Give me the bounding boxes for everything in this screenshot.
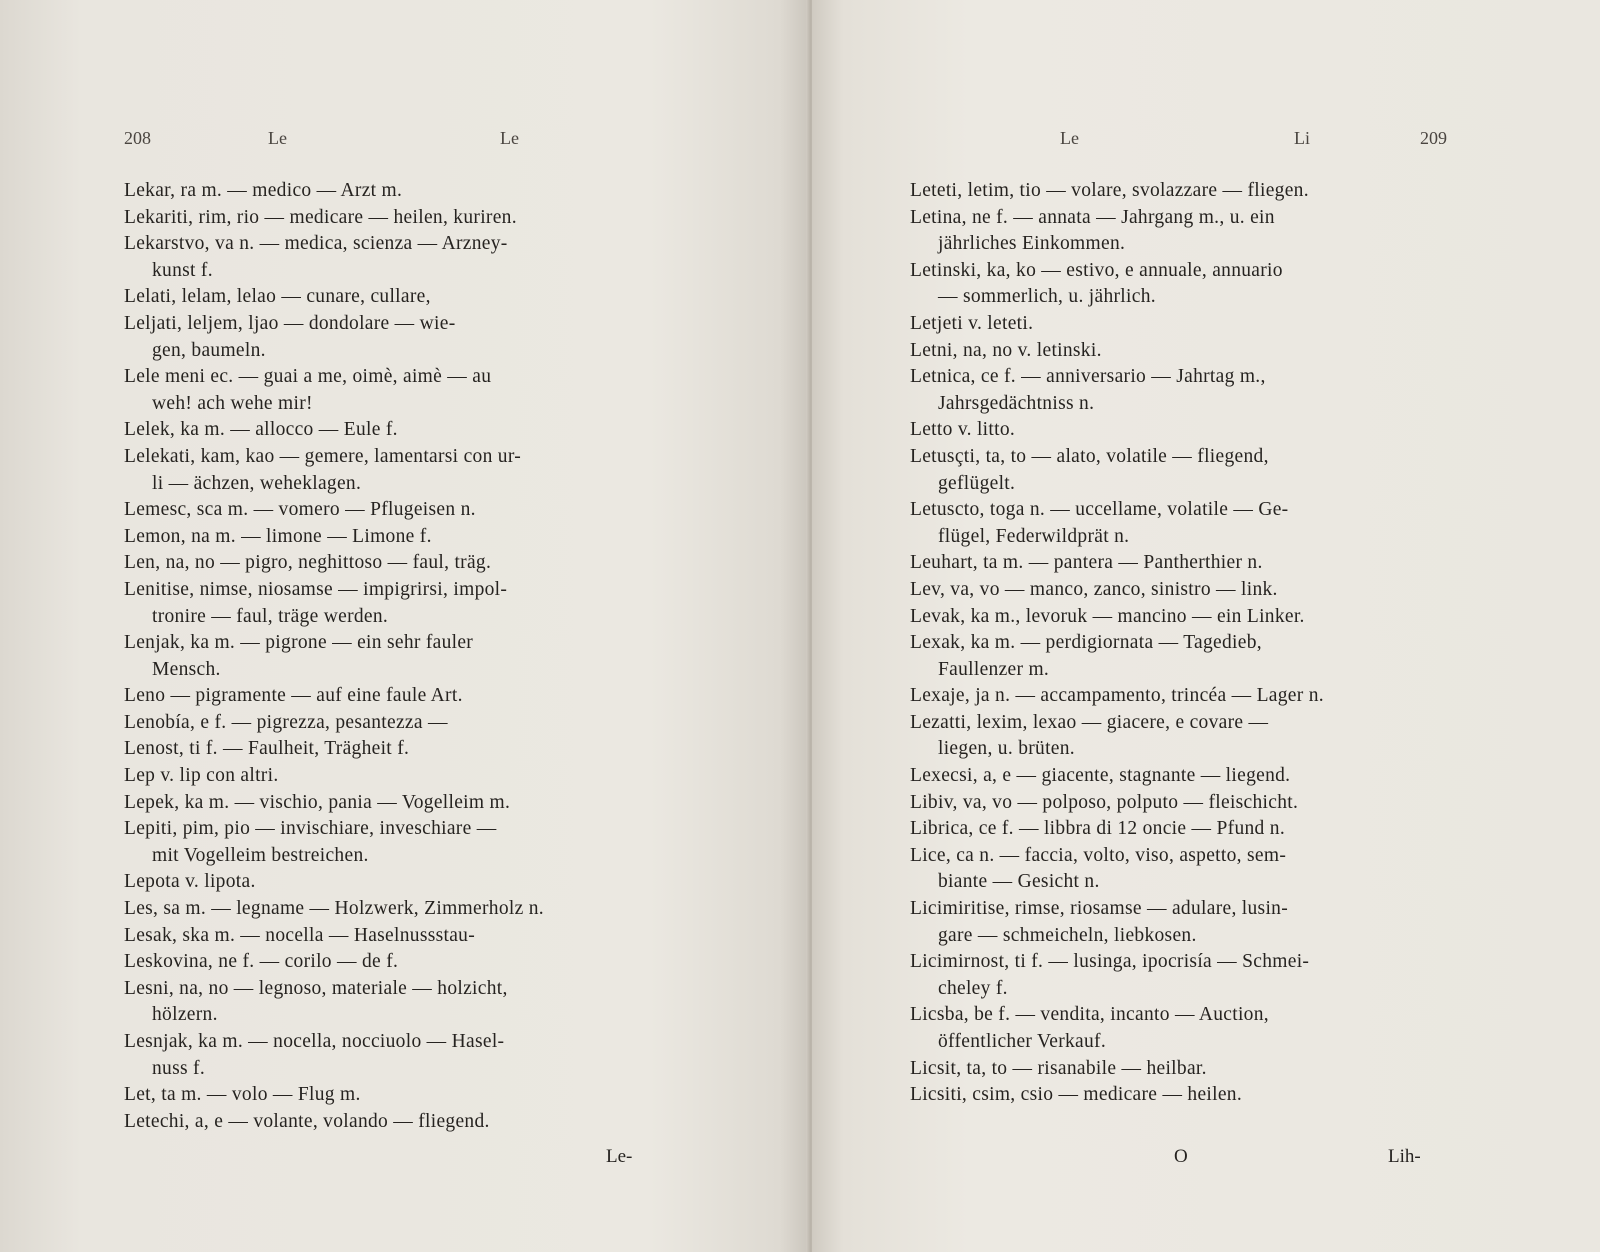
- dictionary-line: Letusçti, ta, to — alato, volatile — fliegend,: [910, 445, 1269, 467]
- dictionary-line: Lesnjak, ka m. — nocella, nocciuolo — Hasel-: [124, 1031, 505, 1052]
- dictionary-line: Licimirnost, ti f. — lusinga, ipocrisía — Schmei-: [910, 951, 1310, 973]
- signature-mark: O: [1174, 1146, 1188, 1167]
- dictionary-line: Lemon, na m. — limone — Limone f.: [124, 525, 432, 547]
- dictionary-line: Letina, ne f. — annata — Jahrgang m., u. ein: [910, 206, 1275, 228]
- dictionary-line: Lemesc, sca m. — vomero — Pflugeisen n.: [124, 499, 476, 521]
- dictionary-line: Lenobía, e f. — pigrezza, pesantezza —: [124, 711, 448, 733]
- dictionary-line: Lexecsi, a, e — giacente, stagnante — liegend.: [910, 765, 1291, 787]
- dictionary-line: Leskovina, ne f. — corilo — de f.: [124, 951, 399, 973]
- dictionary-line: hölzern.: [152, 1004, 218, 1026]
- dictionary-line: Lekariti, rim, rio — medicare — heilen, kuriren.: [124, 206, 517, 228]
- dictionary-line: weh! ach wehe mir!: [152, 392, 313, 414]
- dictionary-line: — sommerlich, u. jährlich.: [938, 286, 1156, 308]
- dictionary-line: Leteti, letim, tio — volare, svolazzare — fliegen.: [910, 180, 1309, 201]
- dictionary-line: cheley f.: [938, 977, 1008, 999]
- dictionary-line: Lev, va, vo — manco, zanco, sinistro — link.: [910, 578, 1278, 600]
- dictionary-line: Lelekati, kam, kao — gemere, lamentarsi con ur-: [124, 445, 522, 467]
- dictionary-line: Leno — pigramente — auf eine faule Art.: [124, 685, 463, 707]
- dictionary-line: Lekar, ra m. — medico — Arzt m.: [124, 180, 403, 201]
- dictionary-line: Lezatti, lexim, lexao — giacere, e covare —: [910, 711, 1269, 733]
- left-entries: [124, 178, 682, 1135]
- dictionary-line: Leljati, leljem, ljao — dondolare — wie-: [124, 312, 456, 334]
- dictionary-line: Len, na, no — pigro, neghittoso — faul, träg.: [124, 552, 492, 574]
- running-head-left-right: Le: [1060, 128, 1079, 148]
- dictionary-line: Letnica, ce f. — anniversario — Jahrtag m.,: [910, 366, 1266, 388]
- running-head-center-right: Li: [1294, 128, 1310, 148]
- dictionary-line: mit Vogelleim bestreichen.: [152, 844, 369, 866]
- dictionary-line: Mensch.: [152, 658, 221, 680]
- dictionary-line: Lepek, ka m. — vischio, pania — Vogelleim m.: [124, 791, 511, 813]
- right-page: [812, 0, 1600, 1252]
- dictionary-line: liegen, u. brüten.: [938, 738, 1075, 760]
- dictionary-line: Let, ta m. — volo — Flug m.: [124, 1084, 361, 1106]
- dictionary-line: Lenost, ti f. — Faulheit, Trägheit f.: [124, 738, 410, 760]
- dictionary-line: li — ächzen, weheklagen.: [152, 472, 362, 494]
- page-number-right: 209: [1420, 128, 1447, 148]
- dictionary-line: Lep v. lip con altri.: [124, 765, 279, 787]
- dictionary-line: Licsit, ta, to — risanabile — heilbar.: [910, 1057, 1207, 1079]
- dictionary-line: Lexaje, ja n. — accampamento, trincéa — Lager n.: [910, 685, 1324, 707]
- dictionary-line: öffentlicher Verkauf.: [938, 1031, 1107, 1052]
- dictionary-line: Letechi, a, e — volante, volando — fliegend.: [124, 1110, 490, 1132]
- dictionary-line: nuss f.: [152, 1057, 206, 1079]
- dictionary-line: Letinski, ka, ko — estivo, e annuale, annuario: [910, 259, 1283, 281]
- dictionary-line: biante — Gesicht n.: [938, 871, 1100, 893]
- dictionary-line: Lepiti, pim, pio — invischiare, inveschiare —: [124, 818, 497, 840]
- catchword-left: Le-: [606, 1146, 633, 1167]
- dictionary-line: Lesni, na, no — legnoso, materiale — holzicht,: [124, 977, 508, 999]
- dictionary-line: Letuscto, toga n. — uccellame, volatile — Ge-: [910, 499, 1289, 521]
- dictionary-line: Lepota v. lipota.: [124, 871, 256, 893]
- dictionary-line: Jahrsgedächtniss n.: [938, 392, 1095, 414]
- dictionary-line: Lenjak, ka m. — pigrone — ein sehr fauler: [124, 632, 474, 654]
- dictionary-line: Les, sa m. — legname — Holzwerk, Zimmerholz n.: [124, 898, 544, 920]
- dictionary-line: Letto v. litto.: [910, 419, 1016, 441]
- running-head-center-left: Le: [500, 128, 519, 148]
- dictionary-line: Letjeti v. leteti.: [910, 312, 1034, 334]
- dictionary-line: Lice, ca n. — faccia, volto, viso, aspetto, sem-: [910, 844, 1287, 866]
- dictionary-line: Letni, na, no v. letinski.: [910, 339, 1102, 361]
- dictionary-line: gen, baumeln.: [152, 339, 266, 361]
- dictionary-line: Lele meni ec. — guai a me, oimè, aimè — au: [124, 366, 492, 388]
- dictionary-line: geflügelt.: [938, 472, 1016, 494]
- running-head-left: Le: [268, 128, 287, 148]
- dictionary-line: Licsba, be f. — vendita, incanto — Auction,: [910, 1004, 1269, 1026]
- dictionary-line: Lexak, ka m. — perdigiornata — Tagedieb,: [910, 632, 1262, 654]
- dictionary-line: flügel, Federwildprät n.: [938, 525, 1130, 547]
- dictionary-line: gare — schmeicheln, liebkosen.: [938, 924, 1197, 946]
- dictionary-line: Levak, ka m., levoruk — mancino — ein Linker.: [910, 605, 1305, 627]
- dictionary-line: Lelati, lelam, lelao — cunare, cullare,: [124, 286, 431, 308]
- dictionary-line: Librica, ce f. — libbra di 12 oncie — Pfund n.: [910, 818, 1285, 840]
- dictionary-line: jährliches Einkommen.: [938, 233, 1126, 255]
- dictionary-line: kunst f.: [152, 259, 213, 281]
- dictionary-line: Faullenzer m.: [938, 658, 1050, 680]
- catchword-right: Lih-: [1388, 1146, 1421, 1167]
- dictionary-line: Lekarstvo, va n. — medica, scienza — Arzney-: [124, 233, 508, 255]
- dictionary-line: Lesak, ska m. — nocella — Haselnussstau-: [124, 924, 476, 946]
- dictionary-line: Leuhart, ta m. — pantera — Pantherthier n.: [910, 552, 1263, 574]
- page-number-left: 208: [124, 128, 151, 148]
- dictionary-line: Libiv, va, vo — polposo, polputo — fleischicht.: [910, 791, 1299, 813]
- dictionary-line: Licsiti, csim, csio — medicare — heilen.: [910, 1084, 1243, 1106]
- dictionary-line: tronire — faul, träge werden.: [152, 605, 389, 627]
- dictionary-line: Lelek, ka m. — allocco — Eule f.: [124, 419, 398, 441]
- dictionary-line: Licimiritise, rimse, riosamse — adulare, lusin-: [910, 898, 1289, 920]
- dictionary-line: Lenitise, nimse, niosamse — impigrirsi, impol-: [124, 578, 508, 600]
- right-entries: [910, 178, 1466, 1109]
